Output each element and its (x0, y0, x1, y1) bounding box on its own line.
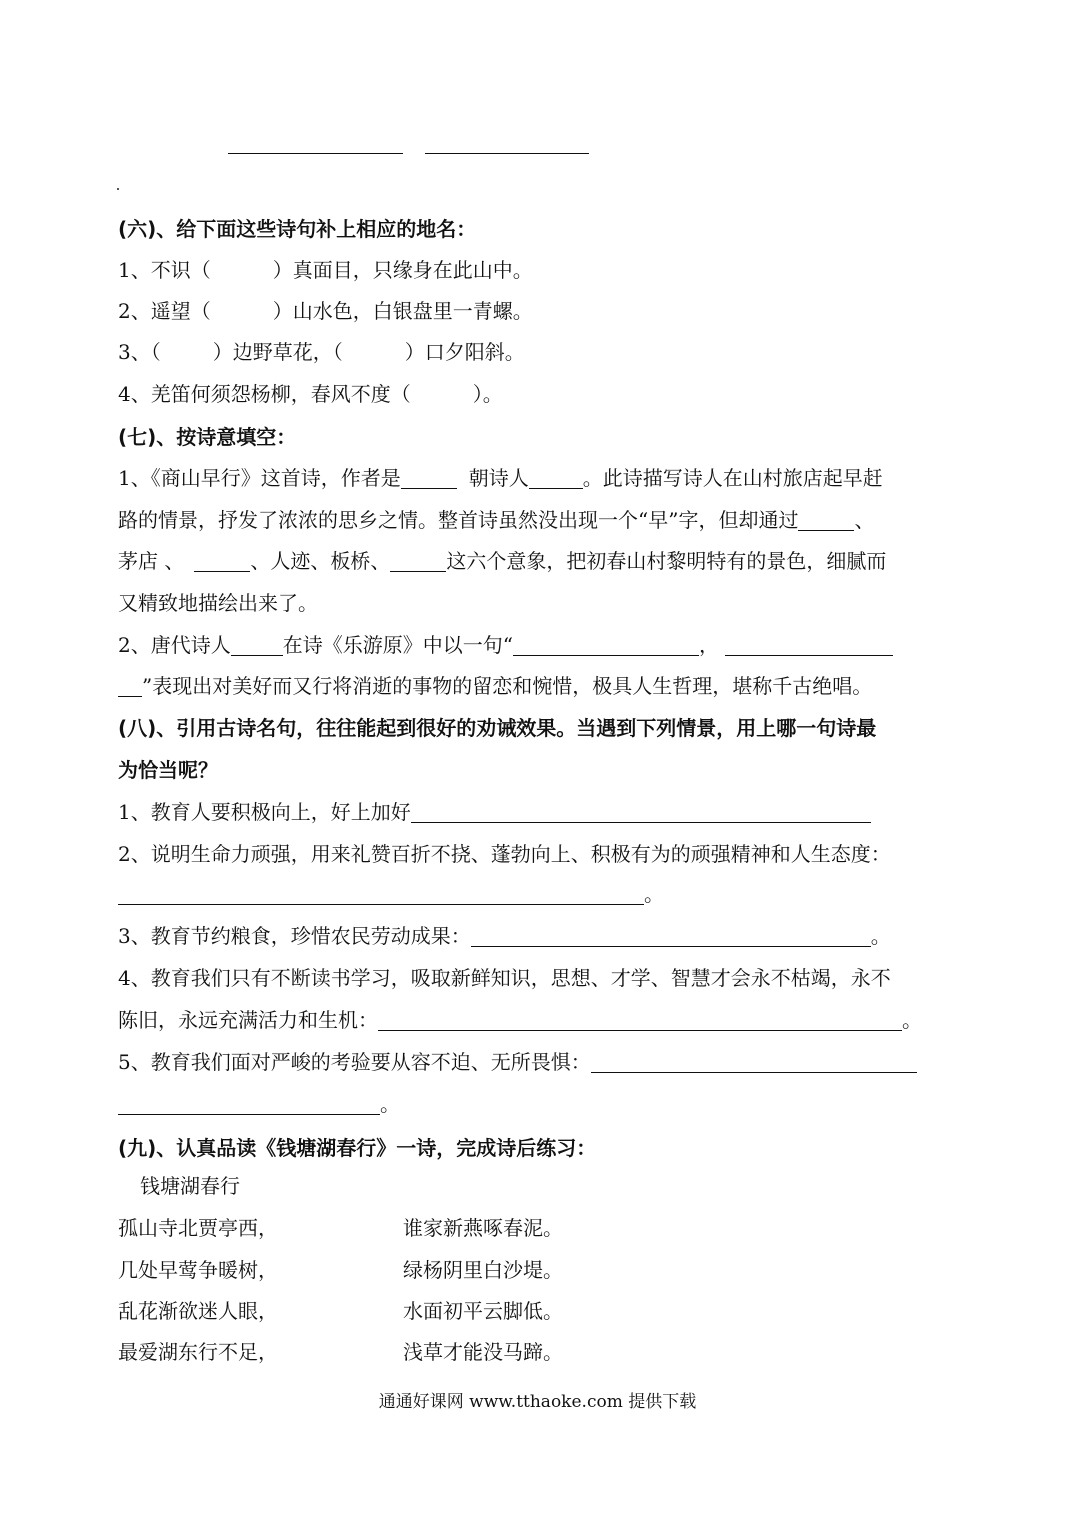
answer-blank (725, 633, 893, 656)
question-text: ， (698, 633, 719, 657)
answer-line (425, 153, 589, 154)
question-text: 、人迹、板桥、 (250, 549, 391, 573)
poem-verse: 绿杨阴里白沙堤。 (403, 1258, 563, 1282)
question-row: 又精致地描绘出来了。 (118, 591, 318, 615)
question-row (118, 1006, 960, 1034)
poem-verse: 乱花渐欲迷人眼， (118, 1299, 278, 1323)
answer-blank (529, 466, 583, 489)
question-row (118, 880, 960, 908)
period: 。 (644, 882, 664, 906)
section-7-title: (七)、按诗意填空： (118, 425, 297, 449)
poem-verse: 孤山寺北贾亭西， (118, 1216, 278, 1240)
question-text: 在诗《乐游原》中以一句“ (282, 633, 513, 657)
period: 。 (380, 1092, 400, 1116)
question-text: ”表现出对美好而又行将消逝的事物的留恋和惋惜，极具人生哲理，堪称千古绝唱。 (142, 674, 873, 698)
question-text: 、 (854, 508, 875, 532)
answer-blank (591, 1050, 917, 1073)
question-text: ）真面目，只缘身在此山中。 (272, 258, 533, 282)
poem-verse: 浅草才能没马蹄。 (403, 1340, 563, 1364)
question-row (118, 256, 960, 284)
answer-line (228, 153, 403, 154)
poem-verse: 谁家新燕啄春泥。 (403, 1216, 563, 1240)
question-row (118, 547, 960, 575)
question-text: 1、不识（ (118, 258, 211, 282)
question-row (118, 506, 960, 534)
question-row (118, 922, 960, 950)
answer-blank (378, 1008, 902, 1031)
question-text: 2、唐代诗人 (118, 633, 231, 657)
section-9-title: (九)、认真品读《钱塘湖春行》一诗，完成诗后练习： (118, 1136, 597, 1160)
question-row: 4、教育我们只有不断读书学习，吸取新鲜知识，思想、才学、智慧才会永不枯竭，永不 (118, 966, 891, 990)
question-text: 2、遥望（ (118, 299, 211, 323)
period: 。 (902, 1008, 922, 1032)
answer-blank (231, 633, 283, 656)
answer-blank (401, 466, 457, 489)
poem-line (118, 1297, 960, 1325)
poem-line (118, 1338, 960, 1366)
question-row (118, 672, 960, 700)
question-text: 路的情景，抒发了浓浓的思乡之情。整首诗虽然没出现一个“早”字，但却通过 (118, 508, 799, 532)
question-text: ）口夕阳斜。 (404, 340, 525, 364)
question-row (118, 297, 960, 325)
answer-blank (390, 549, 446, 572)
poem-verse: 水面初平云脚低。 (403, 1299, 563, 1323)
poem-line (118, 1214, 960, 1242)
answer-blank (471, 924, 871, 947)
question-text: 4、羌笛何须怨杨柳，春风不度（ (118, 382, 411, 406)
period: 。 (870, 924, 891, 948)
section-8-title: (八)、引用古诗名句，往往能起到很好的劝诫效果。当遇到下列情景，用上哪一句诗最 (118, 716, 877, 740)
section-6-title: (六)、给下面这些诗句补上相应的地名： (118, 217, 477, 241)
poem-line (118, 1256, 960, 1284)
answer-blank (411, 800, 871, 823)
stray-dot (117, 188, 119, 190)
question-row (118, 1048, 960, 1076)
poem-verse: 几处早莺争暖树， (118, 1258, 278, 1282)
answer-blank (118, 674, 142, 697)
answer-blank (798, 508, 854, 531)
question-text: 这六个意象，把初春山村黎明特有的景色，细腻而 (446, 549, 887, 573)
question-text: 。此诗描写诗人在山村旅店起早赶 (582, 466, 883, 490)
question-row (118, 464, 960, 492)
poem-verse: 最爱湖东行不足， (118, 1340, 278, 1364)
answer-blank (118, 882, 644, 905)
question-text: 1、教育人要积极向上，好上加好 (118, 800, 411, 824)
question-text: ）山水色，白银盘里一青螺。 (272, 299, 533, 323)
answer-blank (118, 1092, 380, 1115)
page-footer: 通通好课网 www.tthaoke.com 提供下载 (378, 1392, 697, 1412)
section-8-title-cont: 为恰当呢？ (118, 758, 218, 782)
question-text: 茅店 、 (118, 549, 185, 573)
question-text: 1、《商山早行》这首诗，作者是 (118, 466, 401, 490)
question-row (118, 380, 960, 408)
question-row (118, 631, 960, 659)
question-text: 朝诗人 (468, 466, 529, 490)
question-text: ）。 (472, 382, 503, 406)
answer-blank (513, 633, 699, 656)
question-text: 3、（ (118, 340, 161, 364)
question-row (118, 1090, 960, 1118)
question-text: ）边野草花，（ (212, 340, 343, 364)
answer-blank (194, 549, 250, 572)
question-text: 陈旧，永远充满活力和生机： (118, 1008, 378, 1032)
poem-title: 钱塘湖春行 (140, 1174, 240, 1198)
question-row: 2、说明生命力顽强，用来礼赞百折不挠、蓬勃向上、积极有为的顽强精神和人生态度： (118, 842, 891, 866)
question-text: 5、教育我们面对严峻的考验要从容不迫、无所畏惧： (118, 1050, 591, 1074)
question-row (118, 798, 960, 826)
question-row (118, 338, 960, 366)
question-text: 3、教育节约粮食，珍惜农民劳动成果： (118, 924, 471, 948)
